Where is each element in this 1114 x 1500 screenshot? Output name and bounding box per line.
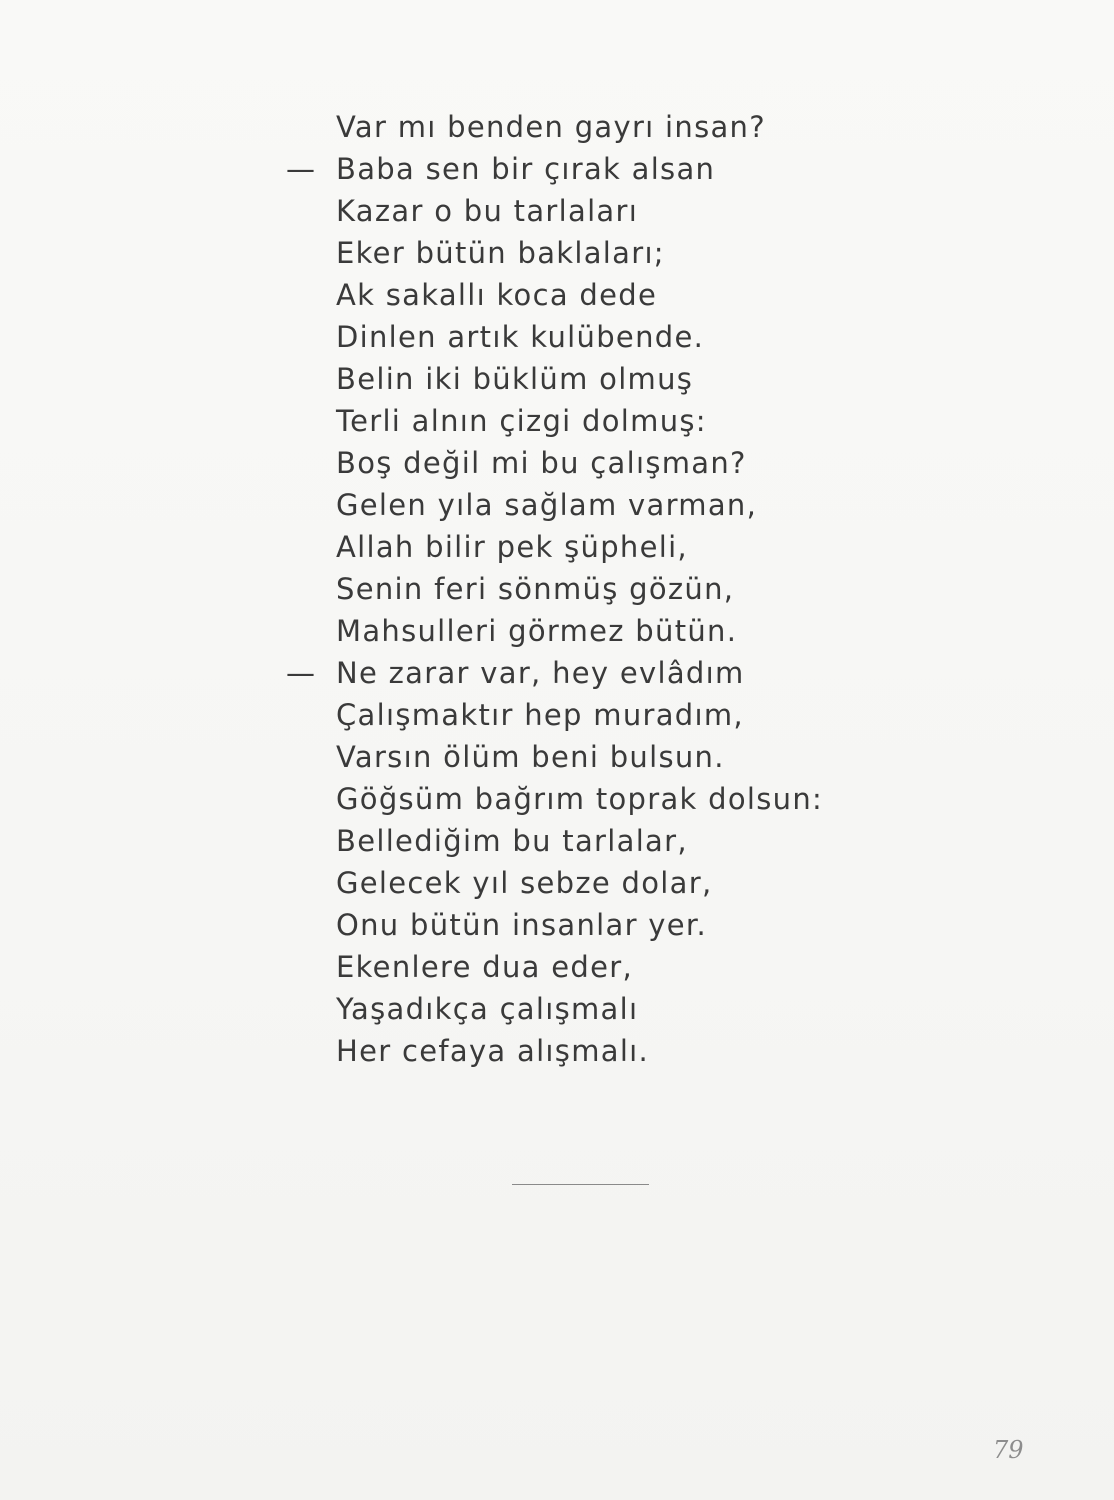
poem-line-text: Gelecek yıl sebze dolar,	[336, 866, 713, 900]
poem-line-text: Eker bütün baklaları;	[336, 236, 665, 270]
poem-line	[286, 316, 906, 358]
poem	[286, 106, 906, 1072]
poem-line-text: Yaşadıkça çalışmalı	[336, 992, 639, 1026]
poem-line	[286, 148, 906, 190]
poem-line	[286, 946, 906, 988]
poem-line	[286, 400, 906, 442]
poem-line-text: Göğsüm bağrım toprak dolsun:	[336, 782, 824, 816]
dialogue-dash: —	[286, 656, 317, 690]
poem-line-text: Senin feri sönmüş gözün,	[336, 572, 735, 606]
poem-line-text: Ak sakallı koca dede	[336, 278, 658, 312]
poem-line-text: Onu bütün insanlar yer.	[336, 908, 707, 942]
poem-line	[286, 274, 906, 316]
poem-line-text: Belin iki büklüm olmuş	[336, 362, 694, 396]
poem-line	[286, 988, 906, 1030]
poem-line-text: Çalışmaktır hep muradım,	[336, 698, 744, 732]
poem-line-text: Var mı benden gayrı insan?	[336, 110, 766, 144]
poem-line-text: Dinlen artık kulübende.	[336, 320, 705, 354]
section-divider	[512, 1184, 649, 1185]
poem-line	[286, 232, 906, 274]
poem-line	[286, 568, 906, 610]
poem-line	[286, 820, 906, 862]
poem-line-text: Ekenlere dua eder,	[336, 950, 633, 984]
poem-line-text: Varsın ölüm beni bulsun.	[336, 740, 725, 774]
poem-line	[286, 736, 906, 778]
poem-line-text: Ne zarar var, hey evlâdım	[336, 656, 745, 690]
poem-line-text: Kazar o bu tarlaları	[336, 194, 639, 228]
poem-line-text: Mahsulleri görmez bütün.	[336, 614, 738, 648]
poem-line-text: Terli alnın çizgi dolmuş:	[336, 404, 707, 438]
poem-line-text: Allah bilir pek şüpheli,	[336, 530, 688, 564]
poem-line	[286, 862, 906, 904]
poem-line-text: Her cefaya alışmalı.	[336, 1034, 650, 1068]
poem-line	[286, 190, 906, 232]
poem-line-text: Baba sen bir çırak alsan	[336, 152, 716, 186]
poem-line-text: Boş değil mi bu çalışman?	[336, 446, 747, 480]
poem-line	[286, 526, 906, 568]
poem-line	[286, 778, 906, 820]
poem-line	[286, 652, 906, 694]
poem-line	[286, 358, 906, 400]
poem-line	[286, 904, 906, 946]
poem-line-text: Gelen yıla sağlam varman,	[336, 488, 758, 522]
page-number: 79	[993, 1436, 1024, 1464]
dialogue-dash: —	[286, 152, 317, 186]
poem-line	[286, 106, 906, 148]
poem-line	[286, 610, 906, 652]
poem-line	[286, 1030, 906, 1072]
poem-line-text: Bellediğim bu tarlalar,	[336, 824, 688, 858]
poem-line	[286, 442, 906, 484]
poem-line	[286, 694, 906, 736]
poem-line	[286, 484, 906, 526]
